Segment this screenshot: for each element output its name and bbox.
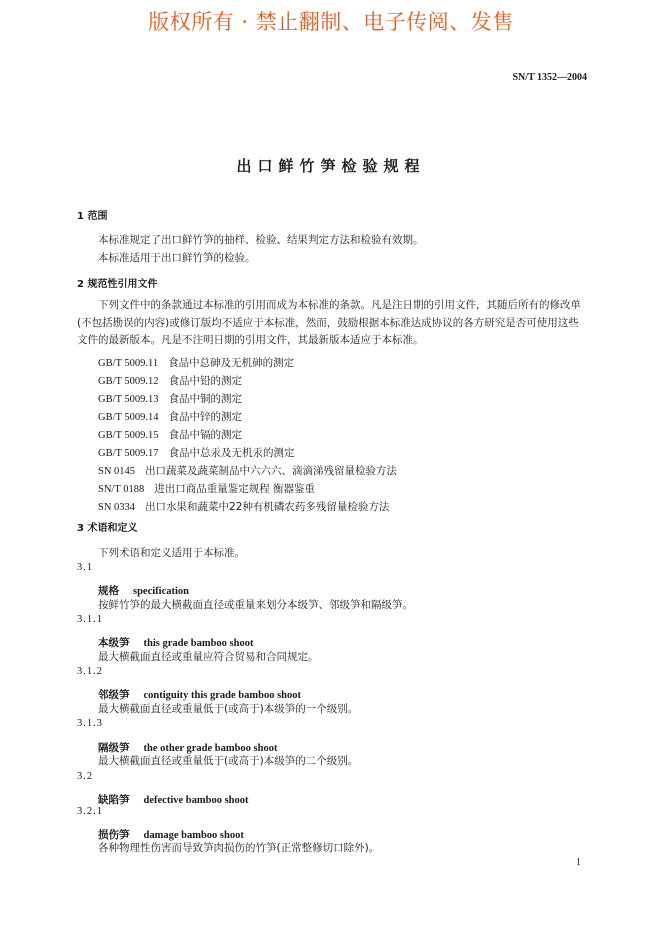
reference-title: 食品中铅的测定 <box>168 375 242 387</box>
section-1-line-2: 本标准适用于出口鲜竹笋的检验。 <box>98 252 256 264</box>
term-zh: 规格 <box>98 585 119 597</box>
term-zh: 损伤笋 <box>98 829 130 841</box>
reference-item <box>98 459 397 478</box>
clause-number: 3.1 <box>77 562 94 573</box>
standard-number: SN/T 1352—2004 <box>512 72 587 83</box>
term-en: defective bamboo shoot <box>143 795 249 806</box>
term-zh: 缺陷笋 <box>98 794 130 806</box>
reference-code: GB/T 5009.12 <box>98 376 159 387</box>
term-definition: 按鲜竹笋的最大横截面直径或重量来划分本级笋、邻级笋和隔级笋。 <box>98 599 413 611</box>
term-definition: 最大横截面直径或重量应符合贸易和合同规定。 <box>98 651 319 663</box>
reference-item <box>98 495 389 514</box>
term-heading <box>98 631 253 650</box>
document-title: 出口鲜竹笋检验规程 <box>236 157 426 175</box>
reference-code: GB/T 5009.17 <box>98 448 159 459</box>
reference-item <box>98 441 294 460</box>
term-zh: 邻级笋 <box>98 689 130 701</box>
reference-item <box>98 405 242 424</box>
clause-number: 3.2.1 <box>77 806 103 817</box>
reference-code: SN 0145 <box>98 466 136 477</box>
section-2-heading: 2 规范性引用文件 <box>77 279 158 290</box>
section-1-line-1: 本标准规定了出口鲜竹笋的抽样、检验、结果判定方法和检验有效期。 <box>98 234 424 246</box>
term-heading <box>98 579 189 598</box>
clause-number: 3.1.2 <box>77 666 103 677</box>
copyright-watermark: 版权所有 · 禁止翻制、电子传阅、发售 <box>148 10 514 34</box>
reference-code: SN 0334 <box>98 502 136 513</box>
section-2-intro: 下列文件中的条款通过本标准的引用而成为本标准的条款。凡是注日期的引用文件，其随后所有的修改单(不包括勘误的内容)或修订版均不适应于本标准，然而，鼓励根据本标准达成协议的各方研究是否可使用这些文件的最新版本。凡是不注明日期的引用文件，其最新版本适应于本标准。 <box>77 299 581 346</box>
clause-number: 3.1.1 <box>77 614 103 625</box>
reference-title: 食品中锌的测定 <box>168 411 242 423</box>
term-zh: 本级笋 <box>98 637 130 649</box>
reference-title: 进出口商品重量鉴定规程 衡器鉴重 <box>154 483 316 495</box>
term-definition: 最大横截面直径或重量低于(或高于)本级笋的二个级别。 <box>98 755 359 767</box>
reference-code: GB/T 5009.14 <box>98 412 159 423</box>
term-heading <box>98 788 249 807</box>
reference-title: 出口蔬菜及蔬菜制品中六六六、滴滴涕残留量检验方法 <box>145 465 398 477</box>
reference-item <box>98 387 242 406</box>
reference-title: 食品中总砷及无机砷的测定 <box>168 357 295 369</box>
section-1-heading: 1 范围 <box>77 211 108 222</box>
reference-code: GB/T 5009.13 <box>98 394 159 405</box>
term-definition: 各种物理性伤害而导致笋肉损伤的竹笋(正常整修切口除外)。 <box>98 842 380 854</box>
term-en: this grade bamboo shoot <box>143 638 254 649</box>
reference-code: GB/T 5009.15 <box>98 430 159 441</box>
page-number: 1 <box>576 857 581 868</box>
reference-title: 食品中总汞及无机汞的测定 <box>168 447 295 459</box>
reference-title: 食品中镉的测定 <box>168 429 242 441</box>
reference-item <box>98 369 242 388</box>
reference-item <box>98 423 242 442</box>
term-en: the other grade bamboo shoot <box>143 743 278 754</box>
reference-title: 出口水果和蔬菜中22种有机磷农药多残留量检验方法 <box>145 501 390 513</box>
section-3-intro: 下列术语和定义适用于本标准。 <box>98 547 245 559</box>
term-heading <box>98 683 301 702</box>
term-definition: 最大横截面直径或重量低于(或高于)本级笋的一个级别。 <box>98 703 359 715</box>
clause-number: 3.1.3 <box>77 718 103 729</box>
reference-code: SN/T 0188 <box>98 484 145 495</box>
term-en: damage bamboo shoot <box>143 830 244 841</box>
reference-code: GB/T 5009.11 <box>98 358 159 369</box>
term-en: specification <box>133 586 189 597</box>
reference-item <box>98 477 315 496</box>
term-en: contiguity this grade bamboo shoot <box>143 690 302 701</box>
term-zh: 隔级笋 <box>98 742 130 754</box>
section-3-heading: 3 术语和定义 <box>77 523 138 534</box>
reference-item <box>98 351 294 370</box>
clause-number: 3.2 <box>77 771 94 782</box>
reference-title: 食品中铜的测定 <box>168 393 242 405</box>
